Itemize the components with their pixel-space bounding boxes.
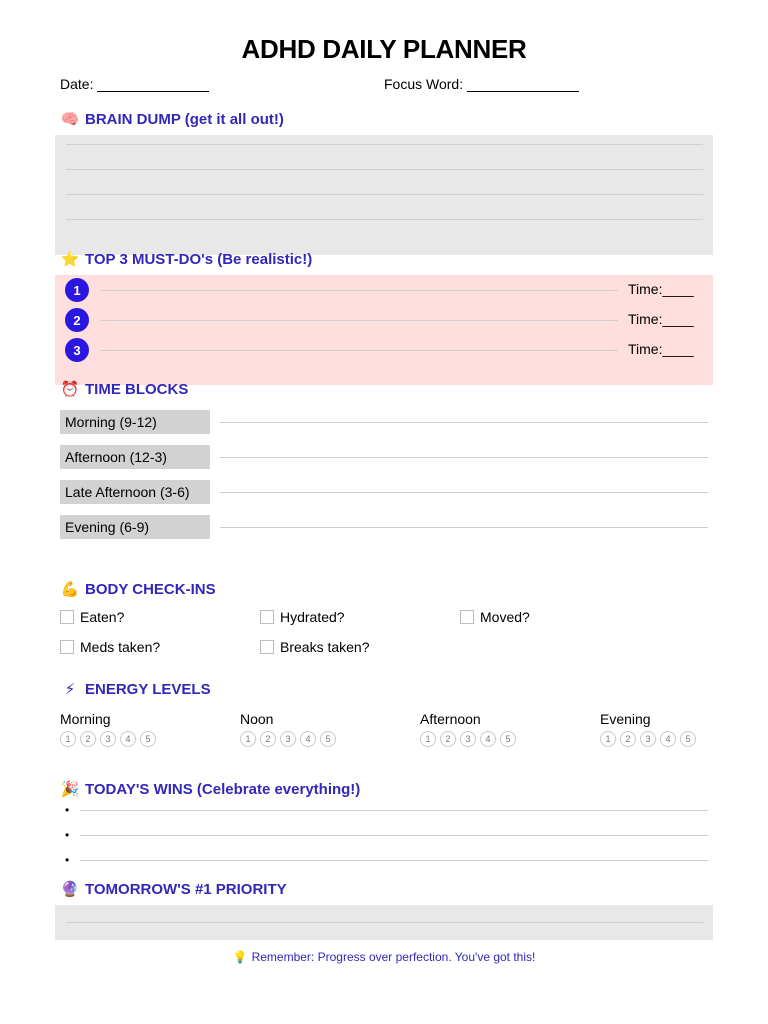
energy-rating-dot[interactable]: 4: [480, 731, 496, 747]
energy-group-morning: [60, 711, 156, 747]
energy-rating-dot[interactable]: 4: [120, 731, 136, 747]
date-field[interactable]: [60, 76, 209, 92]
checkin-label: Moved?: [480, 609, 530, 625]
energy-period-label: Noon: [240, 711, 274, 727]
footer-text: Remember: Progress over perfection. You've got this!: [251, 950, 536, 964]
writing-line: [66, 194, 703, 195]
wins-bullet: •: [65, 828, 70, 842]
tomorrow-title: TOMORROW'S #1 PRIORITY: [85, 880, 287, 898]
energy-rating-dot[interactable]: 5: [500, 731, 516, 747]
checkbox[interactable]: [260, 610, 274, 624]
star-icon: ⭐: [60, 250, 80, 268]
time-block-line[interactable]: [220, 457, 708, 458]
wins-line[interactable]: [80, 810, 708, 811]
energy-rating-dot[interactable]: 2: [80, 731, 96, 747]
checkin-hydrated[interactable]: [260, 609, 345, 625]
checkbox[interactable]: [460, 610, 474, 624]
checkbox[interactable]: [260, 640, 274, 654]
checkin-moved[interactable]: [460, 609, 530, 625]
energy-rating-dot[interactable]: 5: [320, 731, 336, 747]
energy-rating-dot[interactable]: 4: [300, 731, 316, 747]
writing-line: [66, 922, 703, 923]
writing-line: [66, 144, 703, 145]
checkbox[interactable]: [60, 640, 74, 654]
wins-bullet: •: [65, 853, 70, 867]
time-block-line[interactable]: [220, 527, 708, 528]
energy-rating-dot[interactable]: 2: [260, 731, 276, 747]
time-blocks-title: TIME BLOCKS: [85, 380, 189, 398]
time-block-label: Late Afternoon (3-6): [60, 480, 210, 504]
footer-note: [0, 950, 768, 964]
energy-rating-dot[interactable]: 2: [620, 731, 636, 747]
checkin-label: Hydrated?: [280, 609, 345, 625]
light-bulb-icon: 💡: [232, 950, 248, 964]
flexed-biceps-icon: 💪: [60, 580, 80, 598]
tomorrow-priority-area[interactable]: [55, 905, 713, 940]
energy-rating-dot[interactable]: 1: [60, 731, 76, 747]
wins-bullet: •: [65, 803, 70, 817]
time-label-3: Time:____: [628, 341, 694, 357]
writing-line: [66, 169, 703, 170]
time-blocks-heading: [60, 379, 188, 399]
energy-rating-dot[interactable]: 5: [140, 731, 156, 747]
number-badge-3: 3: [65, 338, 89, 362]
wins-line[interactable]: [80, 835, 708, 836]
alarm-clock-icon: ⏰: [60, 380, 80, 398]
wins-title: TODAY'S WINS (Celebrate everything!): [85, 780, 361, 798]
top3-area: [55, 275, 713, 385]
task-line-3[interactable]: [100, 350, 618, 351]
checkin-breaks[interactable]: [260, 639, 370, 655]
time-label-1: Time:____: [628, 281, 694, 297]
focus-word-field[interactable]: [384, 76, 579, 92]
energy-rating-dot[interactable]: 3: [640, 731, 656, 747]
energy-rating-dot[interactable]: 1: [240, 731, 256, 747]
energy-group-noon: [240, 711, 336, 747]
crystal-ball-icon: 🔮: [60, 880, 80, 898]
tomorrow-heading: [60, 879, 287, 899]
energy-rating-dot[interactable]: 1: [600, 731, 616, 747]
brain-icon: 🧠: [60, 110, 80, 128]
checkin-label: Breaks taken?: [280, 639, 370, 655]
writing-line: [66, 219, 703, 220]
focus-word-underline: [467, 77, 579, 92]
party-popper-icon: 🎉: [60, 780, 80, 798]
task-line-2[interactable]: [100, 320, 618, 321]
time-block-label: Morning (9-12): [60, 410, 210, 434]
energy-rating-dot[interactable]: 3: [100, 731, 116, 747]
wins-heading: [60, 779, 360, 799]
energy-period-label: Morning: [60, 711, 111, 727]
top3-title: TOP 3 MUST-DO's (Be realistic!): [85, 250, 313, 268]
number-badge-1: 1: [65, 278, 89, 302]
energy-heading: [60, 679, 211, 699]
number-badge-2: 2: [65, 308, 89, 332]
page-title: ADHD DAILY PLANNER: [241, 34, 527, 64]
focus-word-label: Focus Word:: [384, 76, 464, 92]
energy-group-evening: [600, 711, 696, 747]
energy-rating-dot[interactable]: 3: [460, 731, 476, 747]
brain-dump-title: BRAIN DUMP (get it all out!): [85, 110, 284, 128]
checkin-label: Meds taken?: [80, 639, 161, 655]
top3-heading: [60, 249, 312, 269]
energy-group-afternoon: [420, 711, 516, 747]
energy-period-label: Afternoon: [420, 711, 481, 727]
date-underline: [97, 77, 209, 92]
checkin-meds[interactable]: [60, 639, 160, 655]
task-line-1[interactable]: [100, 290, 618, 291]
energy-period-label: Evening: [600, 711, 651, 727]
brain-dump-area[interactable]: [55, 135, 713, 255]
date-label: Date:: [60, 76, 94, 92]
wins-line[interactable]: [80, 860, 708, 861]
time-block-line[interactable]: [220, 492, 708, 493]
time-block-label: Afternoon (12-3): [60, 445, 210, 469]
energy-rating-dot[interactable]: 1: [420, 731, 436, 747]
time-block-line[interactable]: [220, 422, 708, 423]
lightning-icon: ⚡: [64, 680, 76, 698]
time-label-2: Time:____: [628, 311, 694, 327]
body-checkins-title: BODY CHECK-INS: [85, 580, 216, 598]
checkbox[interactable]: [60, 610, 74, 624]
energy-rating-dot[interactable]: 5: [680, 731, 696, 747]
energy-title: ENERGY LEVELS: [85, 680, 211, 698]
energy-rating-dot[interactable]: 2: [440, 731, 456, 747]
checkin-eaten[interactable]: [60, 609, 124, 625]
energy-rating-dot[interactable]: 3: [280, 731, 296, 747]
time-block-label: Evening (6-9): [60, 515, 210, 539]
brain-dump-heading: [60, 109, 284, 129]
body-checkins-heading: [60, 579, 216, 599]
energy-rating-dot[interactable]: 4: [660, 731, 676, 747]
checkin-label: Eaten?: [80, 609, 125, 625]
